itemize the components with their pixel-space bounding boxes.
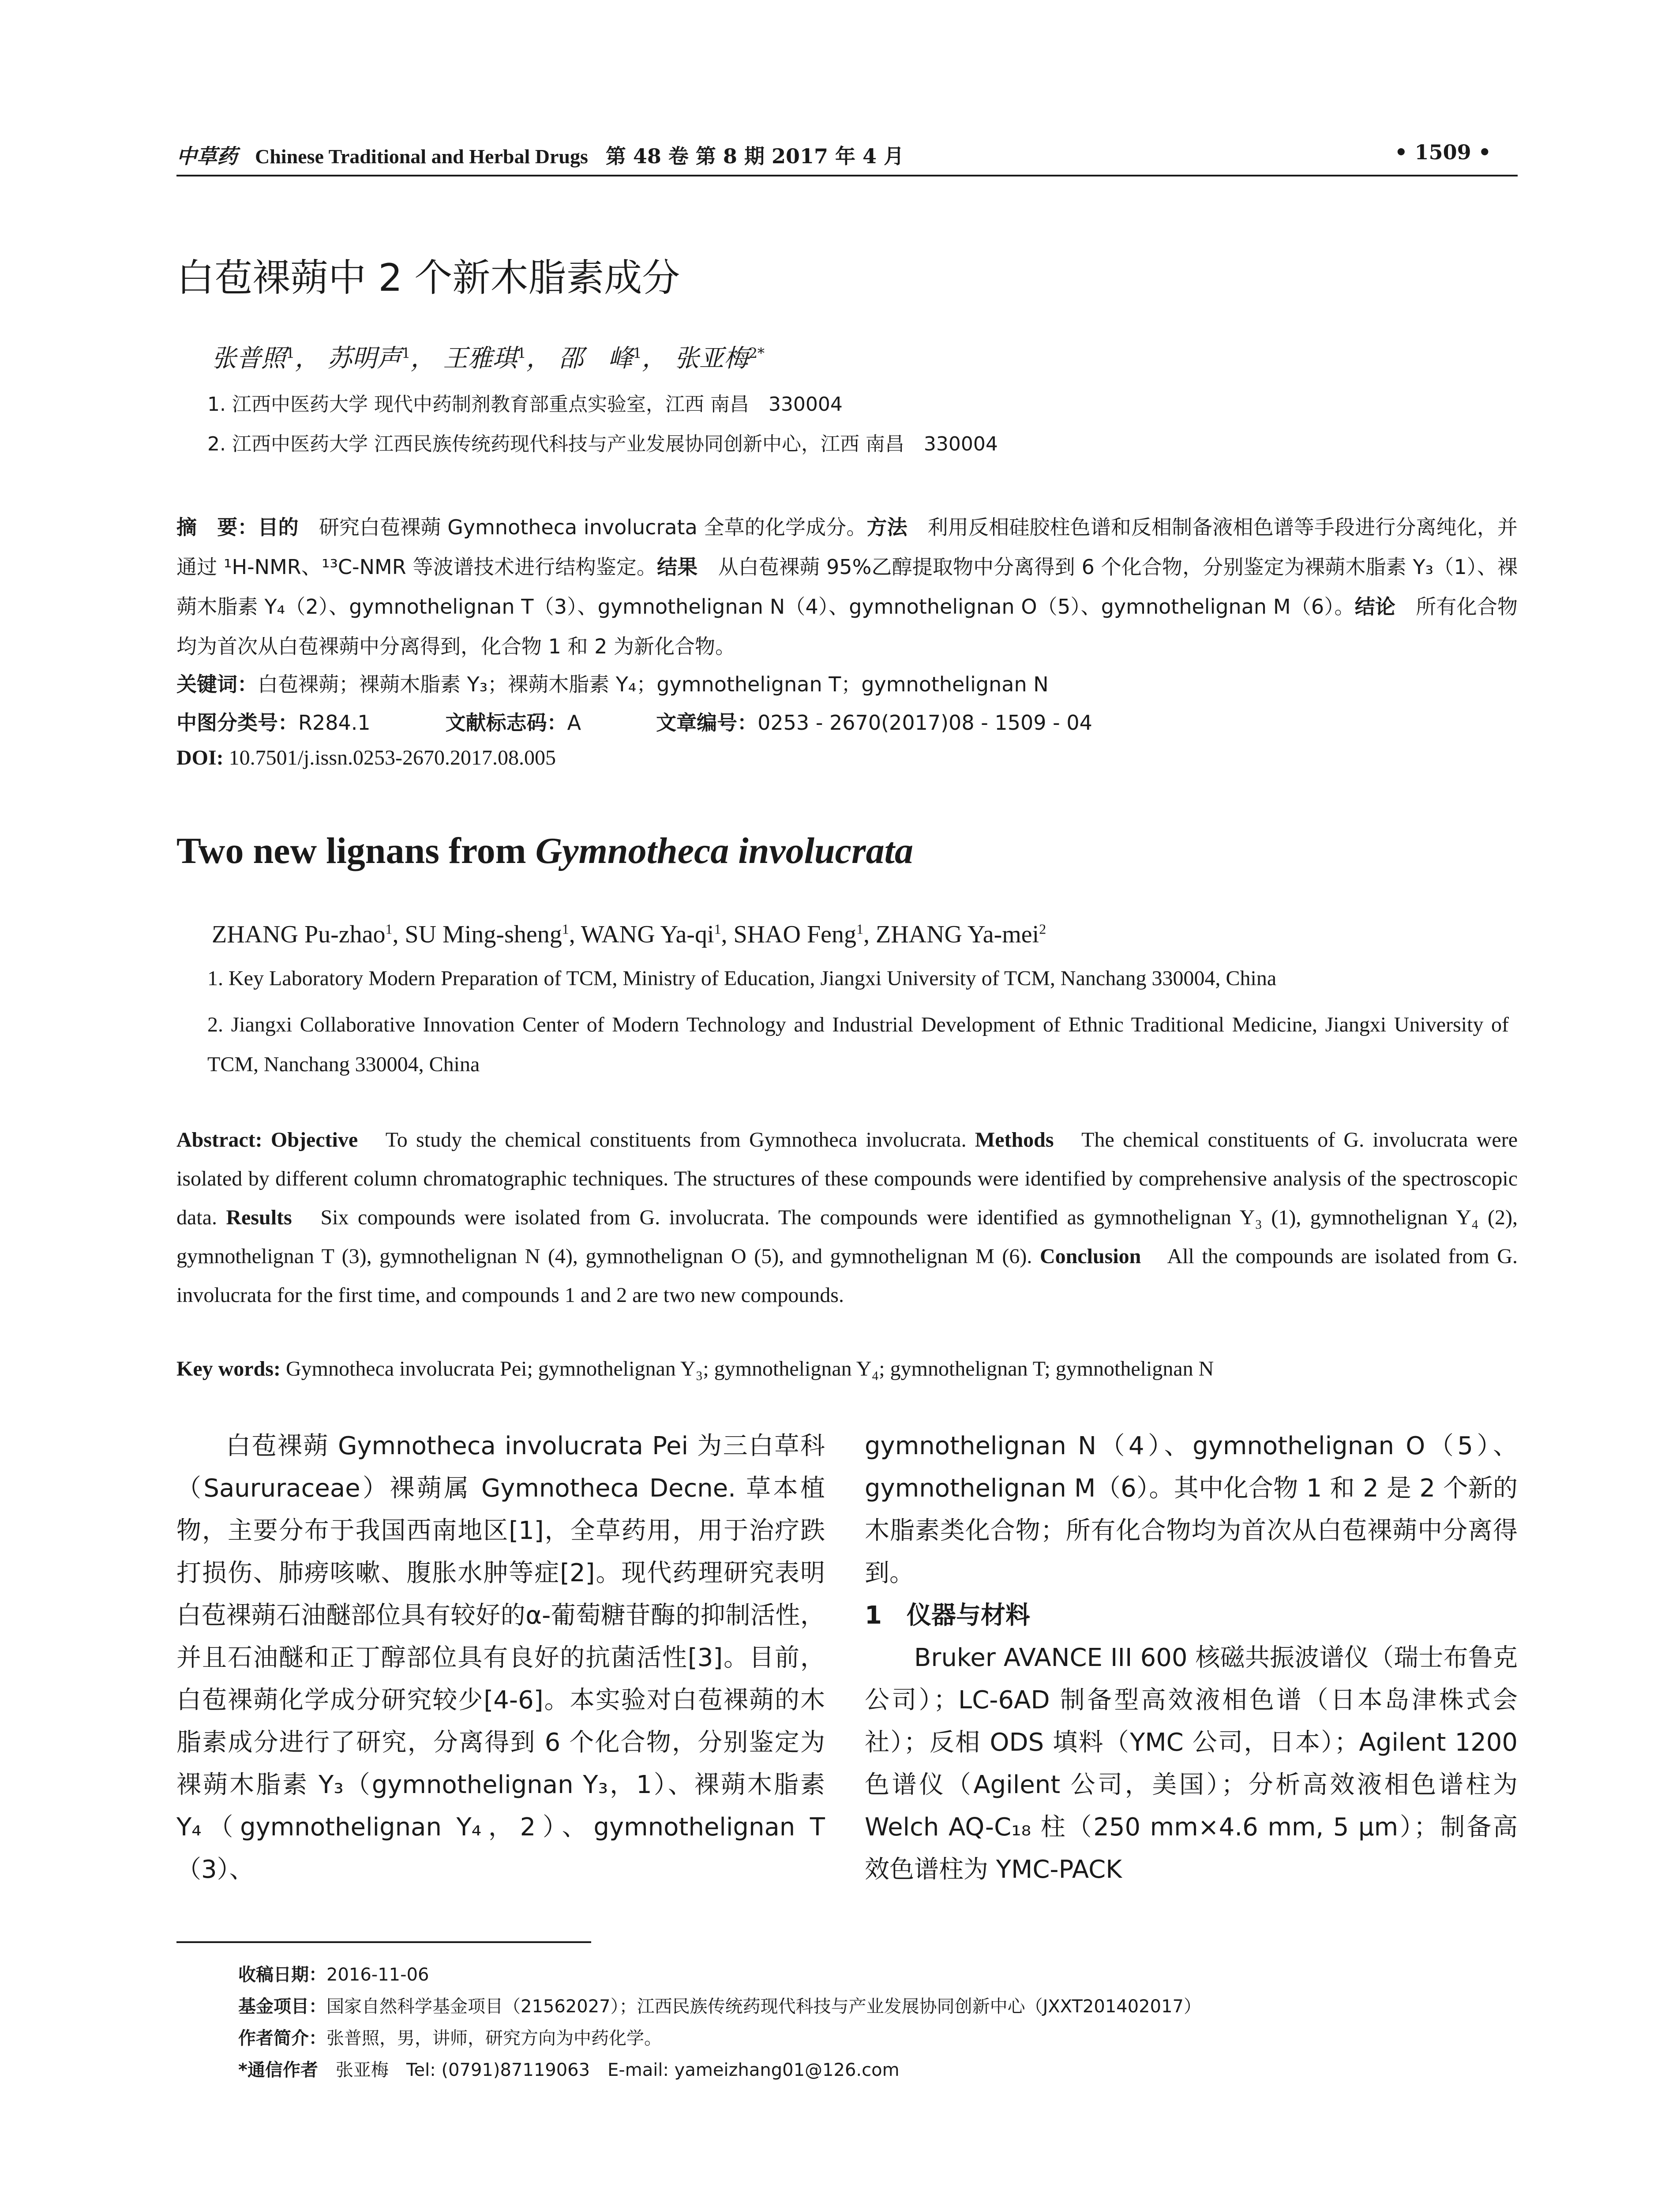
author-sup: 1	[385, 921, 393, 937]
conclusion-label-cn: 结论	[1354, 595, 1396, 619]
objective-label-cn: 目的	[258, 515, 299, 539]
author-en: ZHANG Pu-zhao	[212, 921, 386, 948]
author-sup: 1	[401, 345, 411, 362]
article-no-value: 0253 - 2670(2017)08 - 1509 - 04	[758, 711, 1092, 735]
doc-code-item	[446, 707, 581, 736]
affiliation-cn-1: 1. 江西中医药大学 现代中药制剂教育部重点实验室，江西 南昌 330004	[207, 393, 843, 416]
methods-text-en: The chemical constituents of G. involucrata were isolated by different column chromatographic techniques. The structures of these compounds were identified by comprehensive analysis of the spectroscopic data.	[176, 1128, 1518, 1229]
keywords-text-cn: 白苞裸蒴；裸蒴木脂素 Y₃；裸蒴木脂素 Y₄；gymnothelignan T；gymnothelignan N	[258, 672, 1049, 696]
results-text-en: Six compounds were isolated from G. involucrata. The compounds were identified as gymnothelignan Y₃ (1), gymnothelignan Y₄ (2), gymnothelignan T (3), gymnothelignan N (4), gymnothelignan O (5), and gymnothelignan M (6).	[176, 1206, 1518, 1268]
abstract-label-en: Abstract: Objective	[176, 1128, 358, 1152]
article-title-cn: 白苞裸蒴中 2 个新木脂素成分	[176, 256, 680, 300]
title-en-plain: Two new lignans from	[176, 830, 536, 871]
issue-info: 第 48 卷 第 8 期 2017 年 4 月	[605, 144, 904, 168]
author-en: SU Ming-sheng	[405, 921, 562, 948]
objective-text-en: To study the chemical constituents from Gymnotheca involucrata.	[358, 1128, 967, 1152]
author-sup: 1	[856, 921, 863, 937]
author-en: ZHANG Ya-mei	[875, 921, 1039, 948]
author-sup: 1	[517, 345, 526, 362]
clc-item	[176, 707, 371, 736]
running-header	[176, 140, 1518, 169]
author-cn: 苏明声	[327, 344, 402, 373]
affiliation-en-2: 2. Jiangxi Collaborative Innovation Center of Modern Technology and Industrial Development of Ethnic Traditional Medicine, Jiangxi University of TCM, Nanchang 330004, China	[207, 1013, 1509, 1076]
footnote-label: 收稿日期：	[238, 1965, 326, 1985]
page-number: • 1509 •	[1395, 140, 1491, 164]
author-sup: 2	[1039, 921, 1046, 937]
keywords-cn	[176, 668, 1049, 698]
author-cn: 张亚梅	[674, 344, 749, 373]
author-en: SHAO Feng	[733, 921, 856, 948]
abstract-label-cn: 摘 要：	[176, 515, 258, 539]
results-text-cn: 从白苞裸蒴 95%乙醇提取物中分离得到 6 个化合物，分别鉴定为裸蒴木脂素 Y₃（1）、裸蒴木脂素 Y₄（2）、gymnothelignan T（3）、gymnothelignan N（4）、gymnothelignan O（5）、gymnothelignan M（6）。	[176, 555, 1518, 619]
footnote-funding	[238, 1991, 1518, 2022]
journal-name-en: Chinese Traditional and Herbal Drugs	[255, 145, 588, 168]
keywords-text-en: Gymnotheca involucrata Pei; gymnothelignan Y₃; gymnothelignan Y₄; gymnothelignan T; gymnothelignan N	[285, 1357, 1214, 1381]
footnote-text: 国家自然科学基金项目（21562027）；江西民族传统药现代科技与产业发展协同创新中心（JXXT201402017）	[326, 1996, 1201, 2017]
footnote-label: 作者简介：	[238, 2028, 326, 2048]
section-heading: 1 仪器与材料	[865, 1601, 1030, 1630]
abstract-en	[176, 1121, 1518, 1315]
conclusion-text-cn: 所有化合物均为首次从白苞裸蒴中分离得到，化合物 1 和 2 为新化合物。	[176, 595, 1518, 658]
author-cn: 邵 峰	[559, 344, 633, 373]
article-no-label: 文章编号：	[656, 711, 758, 735]
author-sup: 1	[714, 921, 721, 937]
author-list-en: ZHANG Pu-zhao$^1$, SU Ming-sheng$^1$, WANG $Ya-qi^1$, SHAO Feng$^1$, ZHANG Ya-mei$^2$	[212, 921, 1046, 948]
affiliation-en-1: 1. Key Laboratory Modern Preparation of TCM, Ministry of Education, Jiangxi University of TCM, Nanchang 330004, China	[207, 967, 1277, 990]
clc-label: 中图分类号：	[176, 711, 298, 735]
doi-line	[176, 746, 556, 770]
affiliation-cn-2: 2. 江西中医药大学 江西民族传统药现代科技与产业发展协同创新中心，江西 南昌 330004	[207, 433, 998, 455]
footnotes	[238, 1959, 1518, 2086]
footnote-text: 2016-11-06	[326, 1965, 429, 1985]
results-label-en: Results	[226, 1206, 292, 1229]
keywords-label-cn: 关键词：	[176, 672, 258, 696]
instruments-paragraph: Bruker AVANCE III 600 核磁共振波谱仪（瑞士布鲁克公司）；LC-6AD 制备型高效液相色谱（日本岛津株式会社）；反相 ODS 填料（YMC 公司，日本）；Agilent 1200 色谱仪（Agilent 公司，美国）；分析高效液相色谱柱为 Welch AQ-C₁₈ 柱（250 mm×4.6 mm, 5 μm）；制备高效色谱柱为 YMC-PACK	[865, 1643, 1518, 1884]
footnote-received	[238, 1959, 1518, 1991]
author-cn: 张普照	[212, 344, 286, 373]
doc-code-value: A	[567, 711, 581, 735]
author-sup: 2*	[748, 345, 765, 362]
header-rule	[176, 175, 1518, 176]
article-no-item	[656, 707, 1092, 736]
body-column-right	[865, 1425, 1518, 1891]
abstract-cn	[176, 507, 1518, 666]
conclusion-label-en: Conclusion	[1039, 1245, 1141, 1268]
footnote-rule	[176, 1941, 591, 1943]
body-column-left	[176, 1425, 825, 1891]
classification-row	[176, 707, 1167, 736]
doc-code-label: 文献标志码：	[445, 711, 567, 735]
conclusion-text-en: All the compounds are isolated from G. involucrata for the first time, and compounds 1 and 2 are two new compounds.	[176, 1245, 1518, 1307]
methods-label-cn: 方法	[866, 515, 908, 539]
journal-name-cn: 中草药	[176, 144, 237, 168]
keywords-label-en: Key words:	[176, 1357, 281, 1381]
author-cn: 王雅琪	[443, 344, 518, 373]
intro-paragraph-continued: gymnothelignan N（4）、gymnothelignan O（5）、gymnothelignan M（6）。其中化合物 1 和 2 是 2 个新的木脂素类化合物；所有化合物均为首次从白苞裸蒴中分离得到。	[865, 1432, 1518, 1587]
footnote-label: 基金项目：	[238, 1996, 326, 2017]
author-sup: 1	[633, 345, 642, 362]
keywords-en	[176, 1357, 1214, 1381]
footnote-label: *通信作者	[238, 2060, 318, 2080]
title-en-species: Gymnotheca involucrata	[535, 830, 913, 871]
objective-text-cn: 研究白苞裸蒴 Gymnotheca involucrata 全草的化学成分。	[298, 515, 867, 539]
footnote-author-bio	[238, 2022, 1518, 2054]
article-title-en	[176, 829, 913, 872]
footnote-corresponding	[238, 2054, 1518, 2086]
methods-label-en: Methods	[975, 1128, 1054, 1152]
author-list-cn: 张普照$^1$， 苏明声$^1$， 王雅琪$^1$， 邵 峰$^1$， 张亚梅$^{2*}$	[212, 344, 765, 373]
author-sup: 1	[562, 921, 569, 937]
doi-label: DOI:	[176, 746, 224, 769]
footnote-text: 张普照，男，讲师，研究方向为中药化学。	[326, 2028, 662, 2048]
methods-text-cn: 利用反相硅胶柱色谱和反相制备液相色谱等手段进行分离纯化，并通过 ¹H-NMR、¹³C-NMR 等波谱技术进行结构鉴定。	[176, 515, 1518, 579]
intro-paragraph: 白苞裸蒴 Gymnotheca involucrata Pei 为三白草科（Saururaceae）裸蒴属 Gymnotheca Decne. 草本植物，主要分布于我国西南地区[1]，全草药用，用于治疗跌打损伤、肺痨咳嗽、腹胀水肿等症[2]。现代药理研究表明白苞裸蒴石油醚部位具有较好的α-葡萄糖苷酶的抑制活性，并且石油醚和正丁醇部位具有良好的抗菌活性[3]。目前，白苞裸蒴化学成分研究较少[4-6]。本实验对白苞裸蒴的木脂素成分进行了研究，分离得到 6 个化合物，分别鉴定为裸蒴木脂素 Y₃（gymnothelignan Y₃，1）、裸蒴木脂素 Y₄（gymnothelignan Y₄，2）、gymnothelignan T（3）、	[176, 1432, 825, 1884]
clc-value: R284.1	[298, 711, 371, 735]
results-label-cn: 结果	[657, 555, 698, 579]
doi-value[interactable]: 10.7501/j.issn.0253-2670.2017.08.005	[229, 746, 556, 769]
author-sup: 1	[286, 345, 295, 362]
author-en: WANG Ya-qi	[581, 921, 714, 948]
footnote-text: 张亚梅 Tel: (0791)87119063 E-mail: yameizhang01@126.com	[318, 2060, 900, 2080]
